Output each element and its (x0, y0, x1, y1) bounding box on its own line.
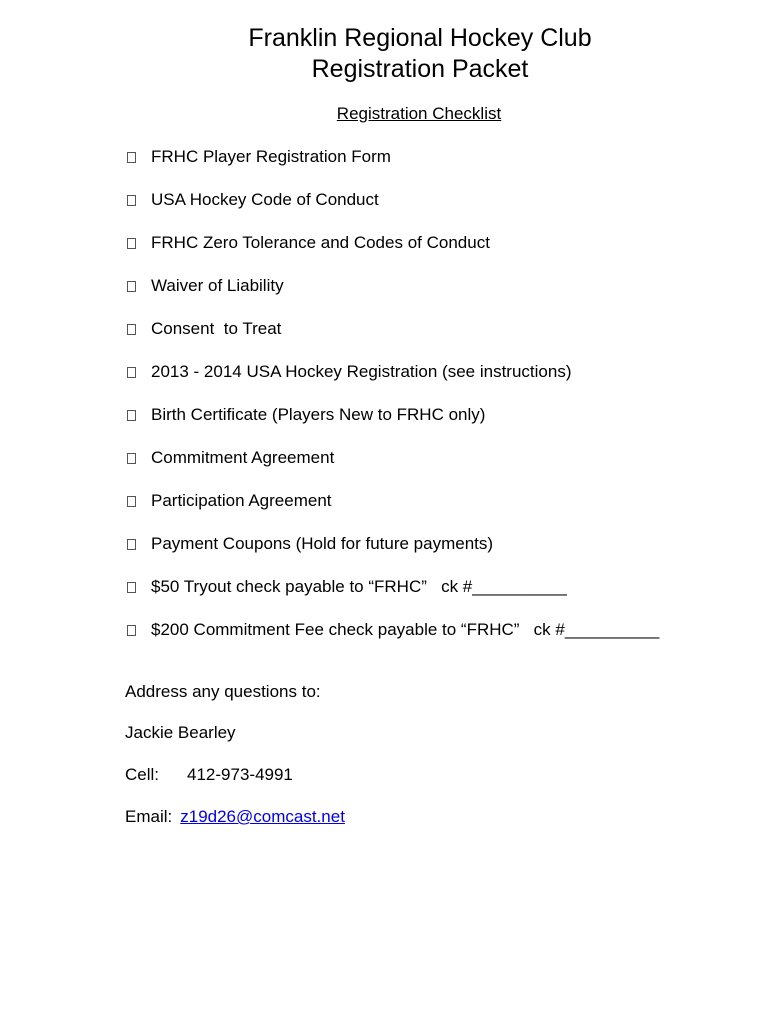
checklist-item-label: $200 Commitment Fee check payable to “FRHC” ck #__________ (151, 620, 660, 639)
checklist-item (127, 447, 659, 490)
checkbox-icon[interactable] (127, 324, 136, 335)
checklist-item (127, 533, 659, 576)
checklist-item (127, 146, 659, 189)
contact-email (125, 806, 345, 828)
checklist-item (127, 318, 659, 361)
checkbox-icon[interactable] (127, 152, 136, 163)
checklist-item (127, 361, 659, 404)
checklist-item-label: 2013 - 2014 USA Hockey Registration (see instructions) (151, 362, 572, 381)
checklist-item-label: Payment Coupons (Hold for future payments) (151, 534, 494, 553)
checklist-item-label: USA Hockey Code of Conduct (151, 190, 379, 209)
checkbox-icon[interactable] (127, 367, 136, 378)
checkbox-icon[interactable] (127, 453, 136, 464)
checkbox-icon[interactable] (127, 410, 136, 421)
checklist-heading: Registration Checklist (336, 104, 502, 123)
contact-heading: Address any questions to: (125, 682, 321, 701)
email-label: Email: (125, 807, 173, 826)
checklist-item (127, 232, 659, 275)
contact-cell (125, 764, 293, 786)
checklist-item (127, 490, 659, 533)
checklist-item-label: FRHC Player Registration Form (151, 147, 391, 166)
checkbox-icon[interactable] (127, 539, 136, 550)
checklist-item (127, 404, 659, 447)
checklist-item-label: FRHC Zero Tolerance and Codes of Conduct (151, 233, 490, 252)
document-subtitle-packet: Registration Packet (311, 55, 529, 83)
contact-name: Jackie Bearley (125, 723, 236, 742)
checkbox-icon[interactable] (127, 582, 136, 593)
registration-checklist (127, 146, 659, 662)
checklist-item (127, 189, 659, 232)
checkbox-icon[interactable] (127, 496, 136, 507)
email-link[interactable]: z19d26@comcast.net (180, 807, 345, 826)
checkbox-icon[interactable] (127, 281, 136, 292)
cell-number: 412-973-4991 (187, 765, 293, 784)
checklist-item (127, 576, 659, 619)
cell-label: Cell: (125, 765, 160, 784)
checklist-item (127, 619, 659, 662)
checklist-item-label: Birth Certificate (Players New to FRHC only) (151, 405, 486, 424)
checklist-item-label: Waiver of Liability (151, 276, 284, 295)
checkbox-icon[interactable] (127, 238, 136, 249)
checkbox-icon[interactable] (127, 195, 136, 206)
checklist-item-label: $50 Tryout check payable to “FRHC” ck #__________ (151, 577, 567, 596)
checklist-item-label: Commitment Agreement (151, 448, 335, 467)
checklist-item-label: Consent to Treat (151, 319, 282, 338)
checklist-item (127, 275, 659, 318)
checkbox-icon[interactable] (127, 625, 136, 636)
document-title: Franklin Regional Hockey Club (248, 24, 592, 52)
checklist-item-label: Participation Agreement (151, 491, 332, 510)
